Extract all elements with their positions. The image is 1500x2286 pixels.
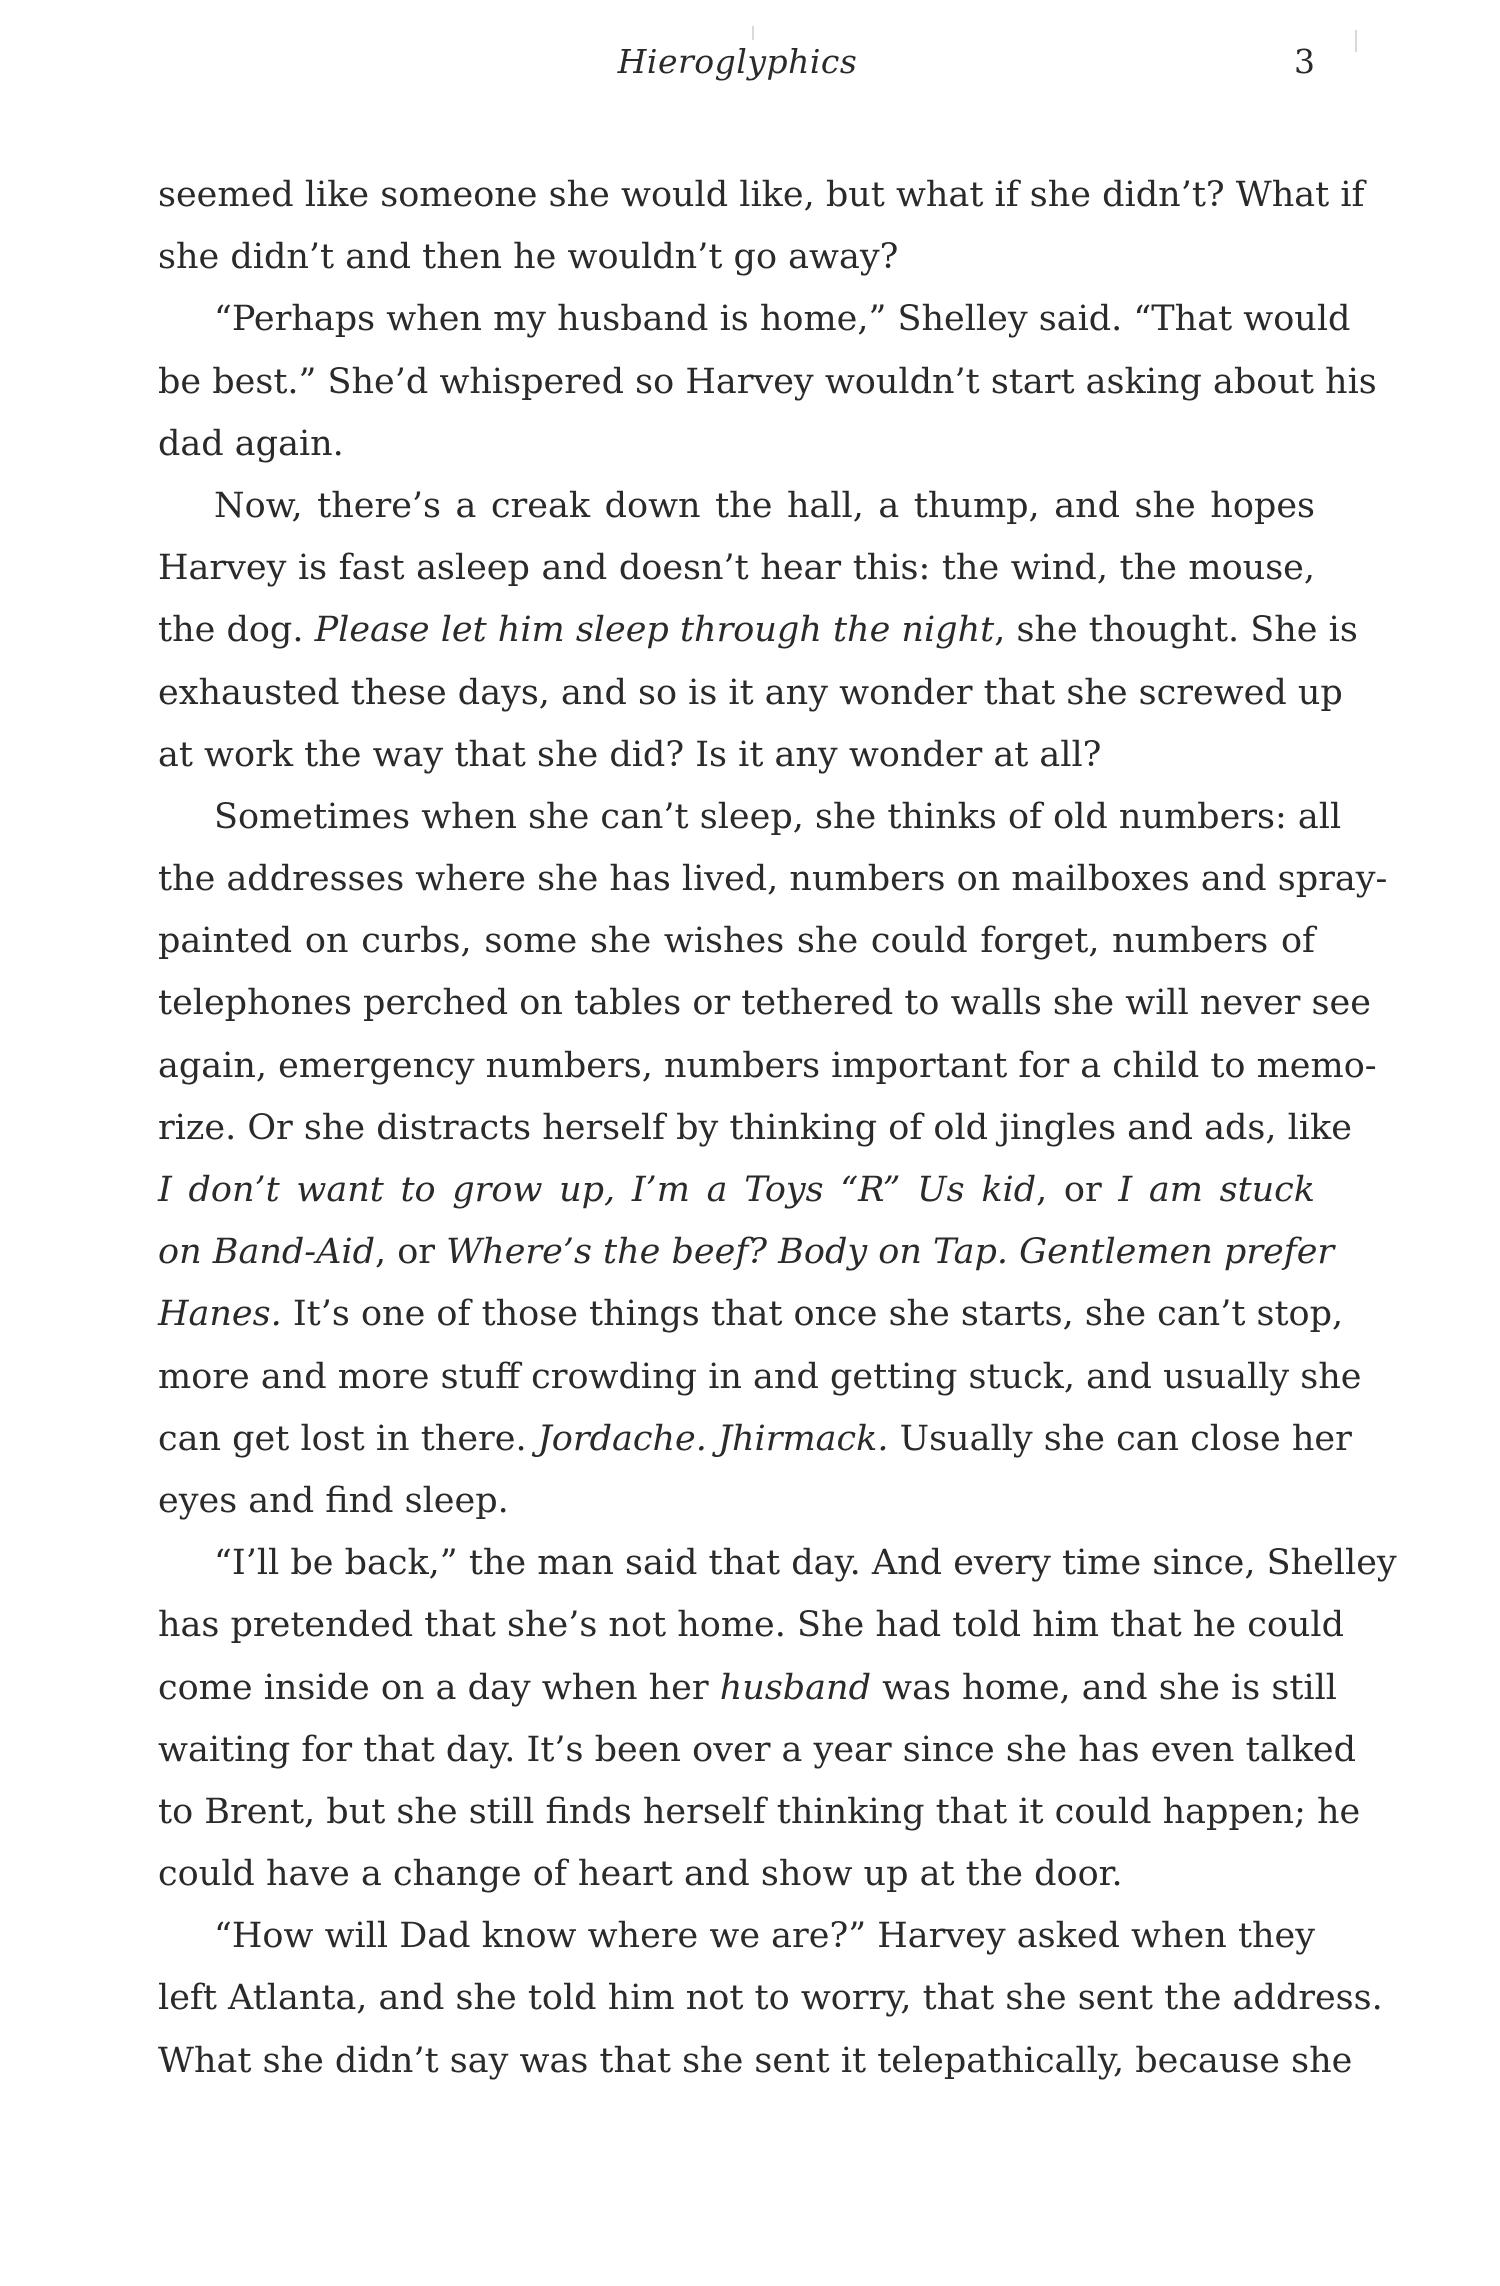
text-line: eyes and find sleep. xyxy=(158,1480,509,1521)
text-line: left Atlanta, and she told him not to worry, that she sent the address. xyxy=(158,1978,1383,2019)
text-segment: , or xyxy=(1036,1170,1119,1210)
text-segment: the dog. xyxy=(158,610,315,651)
text-line: be best.” She’d whispered so Harvey wouldn’t start asking about his xyxy=(158,361,1377,402)
text-line: Harvey is fast asleep and doesn’t hear this: the wind, the mouse, xyxy=(158,548,1315,589)
text-line: could have a change of heart and show up at the door. xyxy=(158,1854,1123,1895)
text-segment: come inside on a day when her xyxy=(158,1667,720,1708)
running-head xyxy=(160,42,1315,82)
text-segment: Usually she can close her xyxy=(888,1418,1352,1459)
scan-mark xyxy=(1355,30,1357,52)
text-line: again, emergency numbers, numbers important for a child to memo- xyxy=(158,1045,1377,1086)
text-line: “I’ll be back,” the man said that day. And every time since, Shelley xyxy=(214,1543,1397,1584)
text-line: to Brent, but she still finds herself thinking that it could happen; he xyxy=(158,1791,1361,1832)
text-line xyxy=(158,599,1358,661)
text-line: Now, there’s a creak down the hall, a thump, and she hopes xyxy=(214,485,1315,526)
text-line: more and more stuff crowding in and getting stuck, and usually she xyxy=(158,1356,1362,1397)
text-line xyxy=(158,1159,1315,1221)
text-segment: , or xyxy=(374,1232,447,1273)
text-line: Sometimes when she can’t sleep, she thinks of old numbers: all xyxy=(214,796,1342,837)
italic-text-segment: I am stuck xyxy=(1118,1170,1315,1210)
text-line: has pretended that she’s not home. She had told him that he could xyxy=(158,1605,1345,1646)
italic-text-segment: Jordache. Jhirmack. xyxy=(537,1418,889,1459)
text-line: “How will Dad know where we are?” Harvey asked when they xyxy=(214,1916,1316,1957)
italic-text-segment: I don’t want to grow up, I’m a Toys “R” Us kid xyxy=(158,1170,1037,1210)
text-line: dad again. xyxy=(158,423,344,464)
text-segment: It’s one of those things that once she starts, she can’t stop, xyxy=(281,1294,1344,1335)
text-line xyxy=(158,1408,1352,1470)
text-segment: was home, and she is still xyxy=(871,1667,1337,1708)
italic-text-segment: Please let him sleep through the night xyxy=(314,610,995,651)
text-line: “Perhaps when my husband is home,” Shelley said. “That would xyxy=(214,299,1351,340)
page-number: 3 xyxy=(1294,42,1315,81)
text-line: telephones perched on tables or tethered to walls she will never see xyxy=(158,983,1371,1024)
text-line: at work the way that she did? Is it any wonder at all? xyxy=(158,734,1102,775)
text-line: What she didn’t say was that she sent it telepathically, because she xyxy=(158,2040,1353,2081)
text-line xyxy=(158,1657,1337,1719)
italic-text-segment: Hanes. xyxy=(158,1294,282,1335)
italic-text-segment: on Band-Aid xyxy=(158,1232,375,1273)
text-line: rize. Or she distracts herself by thinking of old jingles and ads, like xyxy=(158,1107,1352,1148)
body-text xyxy=(158,164,1397,2092)
text-segment: , she thought. She is xyxy=(994,610,1358,651)
italic-text-segment: husband xyxy=(719,1667,871,1708)
text-segment: can get lost in there. xyxy=(158,1418,538,1459)
scan-mark xyxy=(752,26,754,40)
text-line xyxy=(158,1283,1344,1345)
text-line xyxy=(158,1221,1335,1283)
text-line: she didn’t and then he wouldn’t go away? xyxy=(158,237,899,278)
text-line: exhausted these days, and so is it any wonder that she screwed up xyxy=(158,672,1343,713)
text-line: seemed like someone she would like, but what if she didn’t? What if xyxy=(158,175,1365,215)
running-head-title: Hieroglyphics xyxy=(617,42,858,81)
text-line: waiting for that day. It’s been over a year since she has even talked xyxy=(158,1729,1357,1770)
italic-text-segment: Where’s the beef? Body on Tap. Gentlemen prefer xyxy=(446,1232,1335,1273)
text-line: the addresses where she has lived, numbers on mailboxes and spray- xyxy=(158,859,1388,900)
text-line: painted on curbs, some she wishes she could forget, numbers of xyxy=(158,921,1315,962)
